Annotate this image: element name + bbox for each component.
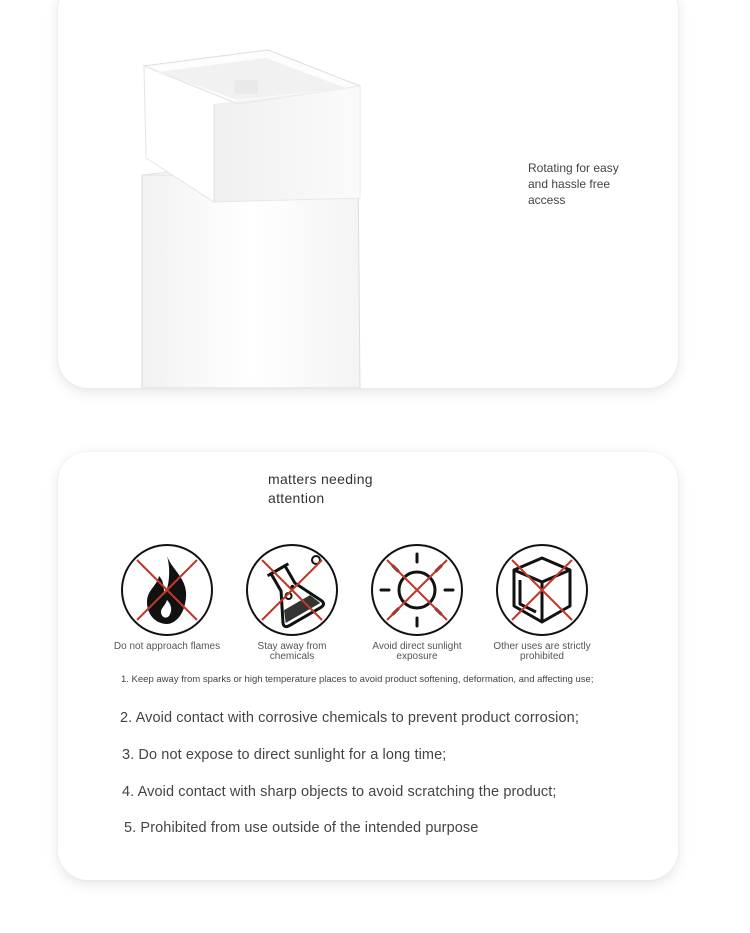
product-card: [58, 0, 678, 388]
notice-card: [58, 452, 678, 880]
notice-item: 5. Prohibited from use outside of the intended purpose: [124, 820, 479, 836]
icon-label: Do not approach flames: [113, 641, 221, 652]
no-fire-icon: [119, 542, 215, 638]
notice-item: 1. Keep away from sparks or high temperature places to avoid product softening, deformation, and affecting use;: [121, 674, 594, 685]
no-other-use-icon: [494, 542, 590, 638]
no-sunlight-icon: [369, 542, 465, 638]
product-image: [58, 0, 418, 388]
icon-label: Avoid direct sunlight exposure: [372, 641, 462, 662]
icon-item: [362, 542, 472, 662]
icon-label: Other uses are strictly prohibited: [493, 641, 591, 662]
icon-item: [112, 542, 222, 652]
icon-item: [237, 542, 347, 662]
notice-title: matters needing attention: [268, 471, 373, 506]
notice-item: 4. Avoid contact with sharp objects to avoid scratching the product;: [122, 784, 557, 800]
icon-label: Stay away from chemicals: [257, 641, 327, 662]
warning-icons: [113, 542, 600, 662]
feature-caption: Rotating for easy and hassle free access: [528, 161, 619, 207]
notice-item: 2. Avoid contact with corrosive chemicals to prevent product corrosion;: [120, 710, 579, 726]
no-chemicals-icon: [244, 542, 340, 638]
notice-item: 3. Do not expose to direct sunlight for a long time;: [122, 747, 447, 763]
icon-item: [487, 542, 597, 662]
